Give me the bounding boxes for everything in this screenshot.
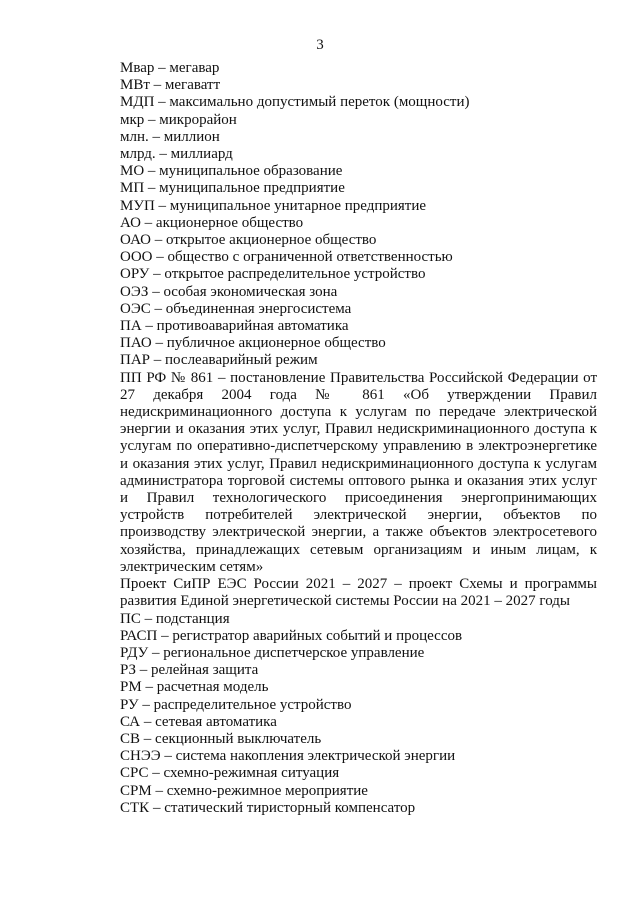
abbreviation-entry [120, 129, 597, 146]
abbreviation-entry [120, 714, 597, 731]
abbreviation-entry [120, 198, 597, 215]
abbreviation-term: ООО [120, 249, 153, 266]
abbreviation-entry [120, 112, 597, 129]
abbreviation-definition: послеаварийный режим [165, 352, 318, 369]
abbreviation-definition: общество с ограниченной ответственностью [167, 249, 453, 266]
separator: – [136, 662, 152, 679]
separator: – [148, 283, 164, 300]
abbreviation-definition: миллиард [170, 146, 233, 163]
abbreviation-entry [120, 628, 597, 645]
abbreviation-entry [120, 662, 597, 679]
separator: – [150, 352, 166, 369]
abbreviation-entry [120, 318, 597, 335]
abbreviation-term: АО [120, 214, 141, 231]
abbreviation-term: МП [120, 180, 145, 197]
abbreviation-term: ОРУ [120, 266, 150, 283]
abbreviation-definition: статический тиристорный компенсатор [164, 799, 416, 816]
abbreviation-entry [120, 352, 597, 369]
abbreviation-term: ПС [120, 610, 141, 627]
separator: – [151, 335, 167, 352]
abbreviation-entry [120, 611, 597, 628]
abbreviation-definition: проект Схемы и программы развития Единой энергетической системы России на 2021 – 2027 годы [120, 576, 598, 610]
abbreviation-definition: распределительное устройство [153, 696, 352, 713]
abbreviation-entry [120, 800, 597, 817]
abbreviation-entry [120, 301, 597, 318]
abbreviation-term: ПАР [120, 352, 151, 369]
separator: – [141, 679, 157, 696]
abbreviation-term: МО [120, 163, 145, 180]
abbreviation-definition: микрорайон [159, 111, 237, 128]
abbreviation-definition: мегаватт [164, 77, 221, 94]
abbreviation-definition: открытое распределительное устройство [164, 266, 426, 283]
separator: – [144, 180, 160, 197]
abbreviation-entry [120, 180, 597, 197]
abbreviation-definition: муниципальное унитарное предприятие [169, 197, 427, 214]
abbreviation-entry [120, 765, 597, 782]
separator: – [140, 214, 156, 231]
separator: – [151, 782, 167, 799]
abbreviation-term: РЗ [120, 662, 137, 679]
abbreviation-term: СА [120, 713, 141, 730]
abbreviation-term: РДУ [120, 644, 149, 661]
abbreviation-term: млн. [120, 128, 149, 145]
separator: – [149, 266, 165, 283]
abbreviation-term: ОЭЗ [120, 283, 149, 300]
separator: – [140, 610, 156, 627]
abbreviation-term: МДП [120, 94, 155, 111]
abbreviation-term: МУП [120, 197, 155, 214]
separator: – [150, 300, 166, 317]
abbreviation-entry [120, 163, 597, 180]
separator: – [149, 77, 165, 94]
abbreviation-entry [120, 266, 597, 283]
abbreviation-entry [120, 783, 597, 800]
abbreviation-definition: расчетная модель [156, 679, 269, 696]
abbreviation-entry [120, 94, 597, 111]
abbreviation-definition: противоаварийная автоматика [156, 318, 349, 335]
abbreviation-term: СВ [120, 730, 141, 747]
separator: – [157, 627, 173, 644]
separator: – [140, 730, 156, 747]
abbreviation-term: ОАО [120, 232, 152, 249]
abbreviation-definition: секционный выключатель [155, 730, 322, 747]
abbreviation-entry [120, 576, 597, 610]
abbreviation-entry [120, 370, 597, 576]
abbreviation-definition: публичное акционерное общество [166, 335, 386, 352]
separator: – [155, 146, 171, 163]
separator: – [140, 713, 156, 730]
abbreviation-definition: максимально допустимый переток (мощности) [169, 94, 470, 111]
abbreviation-definition: особая экономическая зона [163, 283, 338, 300]
separator: – [154, 197, 170, 214]
separator: – [138, 696, 154, 713]
abbreviation-term: Мвар [120, 60, 155, 76]
separator: – [149, 799, 165, 816]
page-number: 3 [316, 37, 324, 53]
abbreviation-definition: подстанция [155, 610, 230, 627]
abbreviation-definition: открытое акционерное общество [166, 232, 377, 249]
separator: – [148, 128, 164, 145]
abbreviation-entry [120, 679, 597, 696]
abbreviation-entry [120, 215, 597, 232]
separator: – [152, 249, 168, 266]
separator: – [213, 369, 231, 386]
abbreviation-entry [120, 731, 597, 748]
separator: – [154, 60, 170, 76]
abbreviation-term: ПА [120, 318, 142, 335]
separator: – [144, 163, 160, 180]
abbreviation-definition: мегавар [169, 60, 220, 76]
abbreviation-term: МВт [120, 77, 150, 94]
separator: – [151, 232, 167, 249]
abbreviation-definition: схемно-режимная ситуация [163, 765, 340, 782]
abbreviation-term: ПП РФ № 861 [120, 369, 214, 386]
abbreviation-term: ОЭС [120, 300, 151, 317]
abbreviation-term: ПАО [120, 335, 152, 352]
abbreviation-term: СРС [120, 765, 149, 782]
abbreviation-definition: миллион [163, 128, 220, 145]
separator: – [148, 765, 164, 782]
abbreviation-entry [120, 77, 597, 94]
abbreviation-definition: постановление Правительства Российской Федерации от 27 декабря 2004 года № 861 «Об утверждении Правил недискриминационного доступа к услугам по передаче электрической энергии и оказания этих услуг, Правил недискриминационного доступа к услугам по оперативно-диспетчерскому управлению в электроэнергетике и оказания этих услуг, Правил недискриминационного доступа к услугам администратора торговой системы оптового рынка и оказания этих услуг и Правил технологического присоединения энергопринимающих устройств потребителей электрической энергии, объектов по производству электрической энергии, а также объектов электросетевого хозяйства, принадлежащих сетевым организациям и иным лицам, к электрическим сетям» [120, 369, 597, 575]
abbreviation-term: СРМ [120, 782, 152, 799]
abbreviation-definition: объединенная энергосистема [165, 300, 352, 317]
abbreviation-term: РАСП [120, 627, 158, 644]
separator: – [160, 748, 176, 765]
abbreviation-term: РМ [120, 679, 142, 696]
separator: – [154, 94, 170, 111]
abbreviation-term: мкр [120, 111, 145, 128]
abbreviation-definition: муниципальное предприятие [159, 180, 345, 197]
abbreviation-entry [120, 748, 597, 765]
abbreviation-entry [120, 60, 597, 77]
abbreviation-entry [120, 249, 597, 266]
abbreviation-definition: акционерное общество [155, 214, 304, 231]
abbreviation-definition: регистратор аварийных событий и процессов [172, 627, 463, 644]
abbreviation-entry [120, 284, 597, 301]
separator: – [387, 576, 409, 593]
separator: – [148, 644, 164, 661]
abbreviation-definition: сетевая автоматика [155, 713, 277, 730]
abbreviation-entry [120, 232, 597, 249]
separator: – [141, 318, 157, 335]
abbreviation-term: СТК [120, 799, 150, 816]
abbreviation-term: млрд. [120, 146, 156, 163]
abbreviation-term: Проект СиПР ЕЭС России 2021 – 2027 [120, 576, 388, 593]
abbreviation-definition: релейная защита [151, 662, 259, 679]
abbreviation-entry [120, 645, 597, 662]
separator: – [144, 111, 160, 128]
abbreviation-definition: система накопления электрической энергии [175, 748, 456, 765]
abbreviation-definition: региональное диспетчерское управление [163, 644, 425, 661]
abbreviation-entry [120, 335, 597, 352]
abbreviation-term: РУ [120, 696, 139, 713]
abbreviation-list [120, 60, 597, 817]
abbreviation-definition: схемно-режимное мероприятие [166, 782, 368, 799]
abbreviation-term: СНЭЭ [120, 748, 161, 765]
abbreviation-entry [120, 697, 597, 714]
abbreviation-entry [120, 146, 597, 163]
abbreviation-definition: муниципальное образование [159, 163, 343, 180]
